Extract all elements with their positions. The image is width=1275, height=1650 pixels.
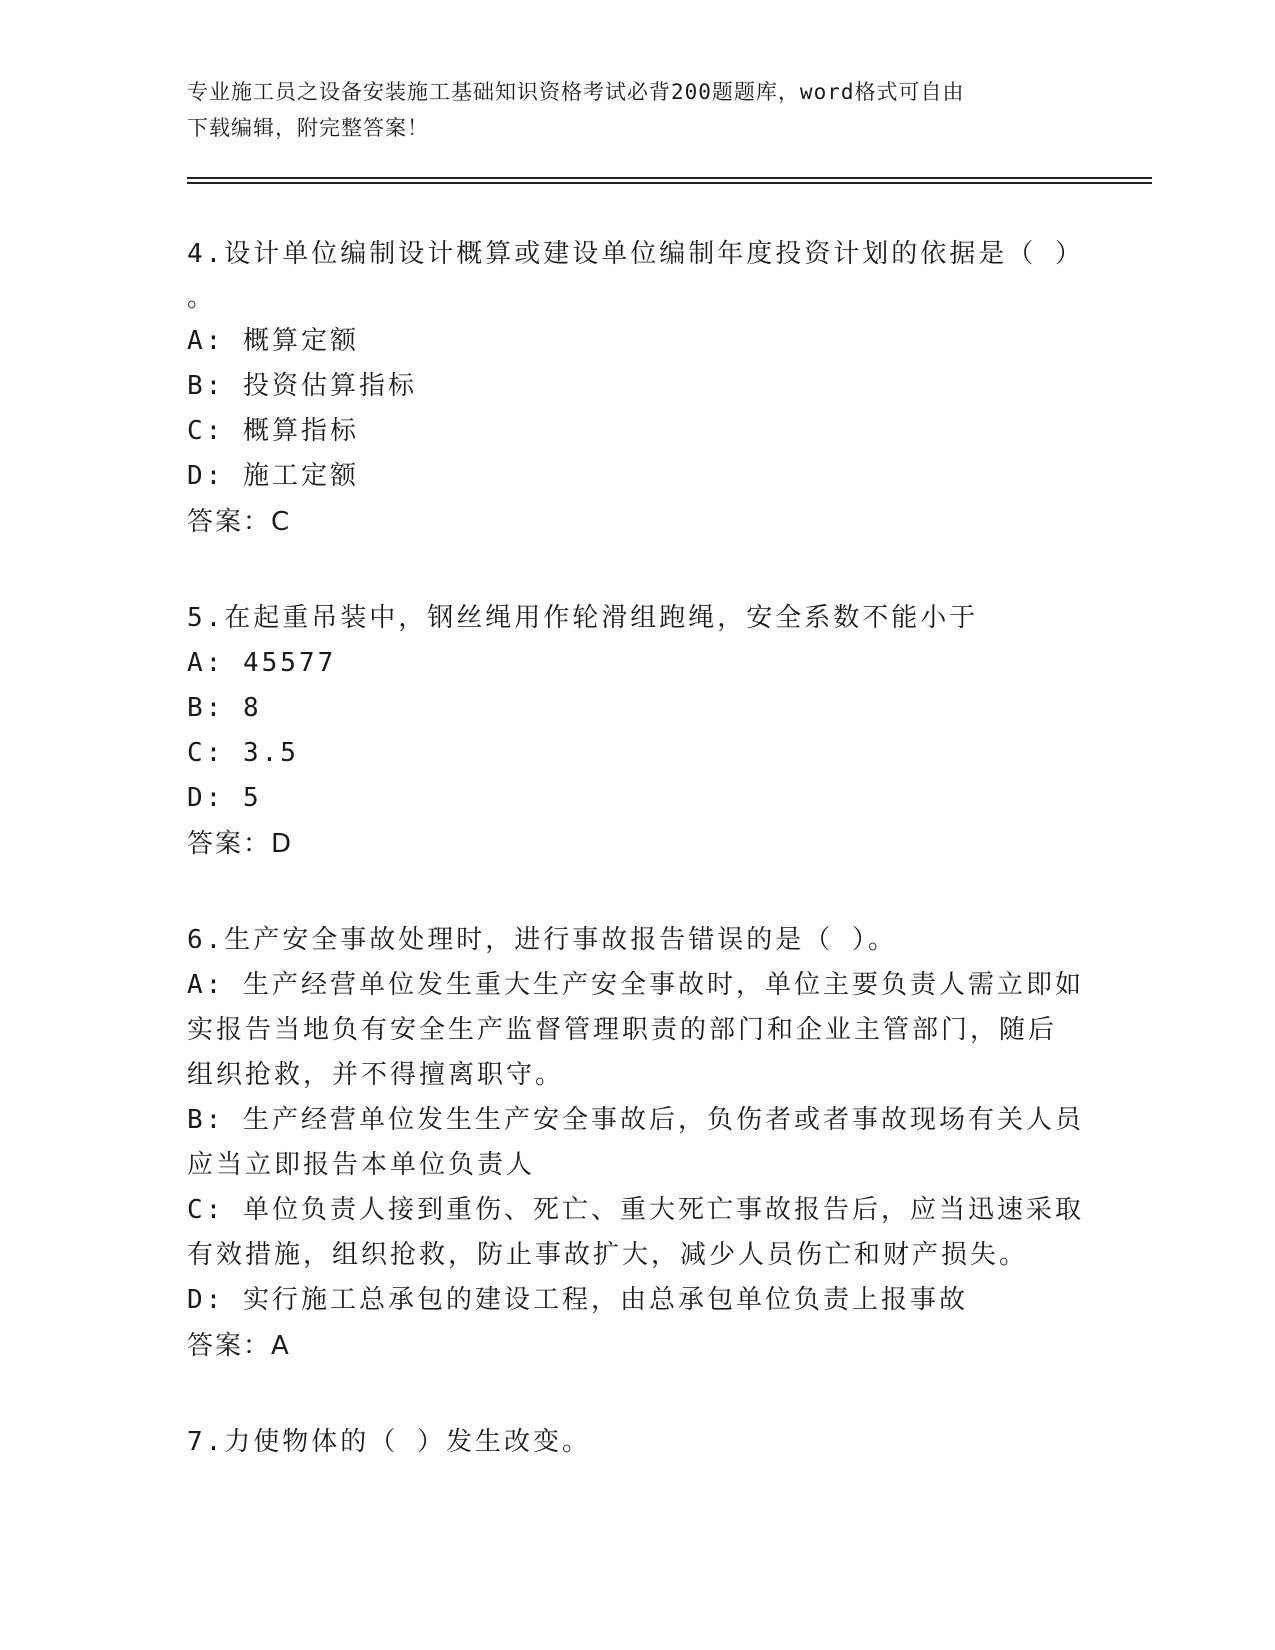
option-b-line-1: B: 生产经营单位发生生产安全事故后，负伤者或者事故现场有关人员 (187, 1105, 1084, 1135)
question-4 (187, 232, 1087, 545)
answer-label: 答案： (187, 829, 272, 859)
option-c: C: 概算指标 (187, 416, 359, 446)
option-b-line-2: 应当立即报告本单位负责人 (187, 1150, 536, 1180)
question-6 (187, 918, 1087, 1369)
question-stem-continued: 。 (187, 283, 217, 313)
header-divider-bottom (187, 182, 1152, 184)
document-header (187, 74, 1077, 146)
option-a-line-1: A: 生产经营单位发生重大生产安全事故时，单位主要负责人需立即如 (187, 970, 1084, 1000)
option-a-line-2: 实报告当地负有安全生产监督管理职责的部门和企业主管部门，随后 (187, 1015, 1058, 1045)
answer-value: C (271, 507, 292, 537)
option-a: A: 概算定额 (187, 326, 359, 356)
option-d: D: 施工定额 (187, 461, 359, 491)
question-stem: 6.生产安全事故处理时，进行事故报告错误的是（ ）。 (187, 925, 897, 955)
option-c-line-1: C: 单位负责人接到重伤、死亡、重大死亡事故报告后，应当迅速采取 (187, 1195, 1084, 1225)
answer (187, 1323, 1087, 1369)
answer (187, 499, 1087, 545)
option-b: B: 投资估算指标 (187, 371, 417, 401)
answer-value: A (271, 1331, 291, 1361)
option-c: C: 3.5 (187, 738, 299, 768)
question-stem: 4.设计单位编制设计概算或建设单位编制年度投资计划的依据是（ ） (187, 239, 1084, 269)
option-d: D: 实行施工总承包的建设工程，由总承包单位负责上报事故 (187, 1285, 968, 1315)
question-5 (187, 596, 1087, 867)
header-line-1: 专业施工员之设备安装施工基础知识资格考试必背200题题库，word格式可自由 (187, 80, 965, 104)
answer-label: 答案： (187, 1331, 272, 1361)
answer-label: 答案： (187, 507, 272, 537)
header-line-2: 下载编辑，附完整答案！ (187, 116, 429, 140)
option-a: A: 45577 (187, 648, 337, 678)
header-divider-top (187, 177, 1152, 179)
question-stem: 7.力使物体的（ ）发生改变。 (187, 1427, 591, 1457)
option-c-line-2: 有效措施，组织抢救，防止事故扩大，减少人员伤亡和财产损失。 (187, 1240, 1029, 1270)
option-a-line-3: 组织抢救，并不得擅离职守。 (187, 1060, 565, 1090)
question-list (187, 232, 1087, 1516)
option-b: B: 8 (187, 693, 262, 723)
question-7 (187, 1420, 1087, 1465)
answer (187, 821, 1087, 867)
option-d: D: 5 (187, 783, 262, 813)
question-stem: 5.在起重吊装中，钢丝绳用作轮滑组跑绳，安全系数不能小于 (187, 603, 979, 633)
answer-value: D (271, 829, 294, 859)
